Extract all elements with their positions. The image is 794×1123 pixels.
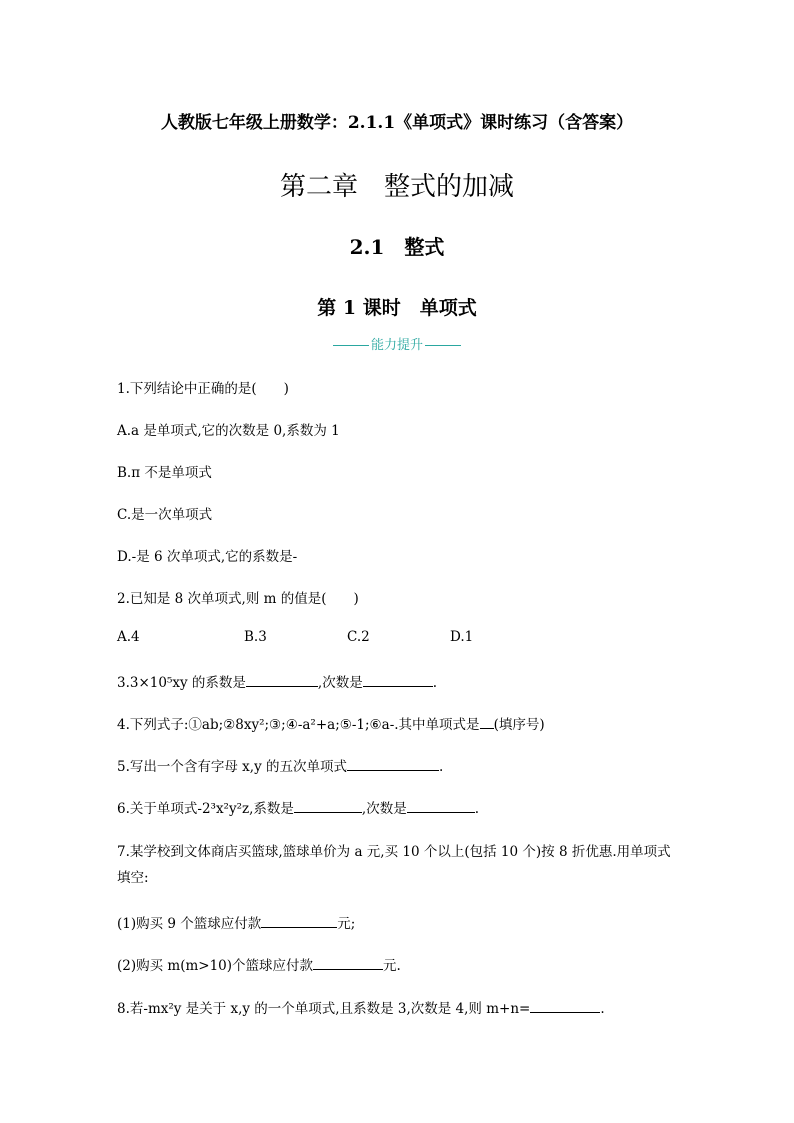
- answer-blank: [480, 715, 494, 729]
- banner-right-rule: [425, 345, 461, 346]
- question-3-text: 3.3×10⁵xy 的系数是: [117, 675, 246, 691]
- question-5-end: .: [439, 759, 444, 775]
- answer-blank: [407, 799, 475, 813]
- question-6: [117, 797, 479, 817]
- question-2-option-c: C.2: [347, 629, 370, 645]
- banner-label: 能力提升: [370, 338, 423, 353]
- question-1-option-d: D.-是 6 次单项式,它的系数是-: [117, 549, 298, 565]
- question-1-option-c: C.是一次单项式: [117, 507, 213, 523]
- question-5-text: 5.写出一个含有字母 x,y 的五次单项式: [117, 759, 347, 775]
- question-1-stem: 1.下列结论中正确的是( ): [117, 381, 289, 397]
- question-4: [117, 713, 545, 733]
- question-3-end: .: [432, 675, 437, 691]
- question-7-sub-2: [117, 954, 401, 974]
- section-heading: 2.1 整式: [349, 235, 445, 259]
- answer-blank: [246, 673, 318, 687]
- answer-blank: [313, 956, 383, 970]
- question-6-mid: ,次数是: [361, 801, 407, 817]
- question-1-option-b: B.π 不是单项式: [117, 465, 212, 481]
- question-1-option-a: A.a 是单项式,它的次数是 0,系数为 1: [117, 423, 340, 439]
- question-7-sub-1: [117, 912, 355, 932]
- answer-blank: [347, 757, 439, 771]
- ability-banner: [0, 334, 794, 353]
- question-4-end: (填序号): [493, 717, 545, 733]
- lesson-heading: 第 1 课时 单项式: [317, 297, 477, 319]
- question-7-sub-1-end: 元;: [337, 916, 356, 932]
- question-7-sub-2-end: 元.: [383, 958, 401, 974]
- question-6-end: .: [474, 801, 480, 817]
- question-4-text: 4.下列式子:①ab;②8xy²;③;④-a²+a;⑤-1;⑥a-.其中单项式是: [117, 717, 480, 733]
- banner-left-rule: [333, 345, 369, 346]
- answer-blank: [261, 914, 337, 928]
- question-7-line-1: 7.某学校到文体商店买篮球,篮球单价为 a 元,买 10 个以上(包括 10 个)按 8 折优惠.用单项式: [117, 844, 671, 860]
- question-8-end: .: [600, 1001, 605, 1017]
- question-6-text: 6.关于单项式-2³x²y²z,系数是: [117, 801, 294, 817]
- answer-blank: [294, 799, 362, 813]
- question-7-sub-2-text: (2)购买 m(m>10)个篮球应付款: [117, 958, 314, 974]
- answer-blank: [530, 999, 600, 1013]
- question-8: [117, 997, 605, 1017]
- question-3-mid: ,次数是: [317, 675, 363, 691]
- question-2-stem: 2.已知是 8 次单项式,则 m 的值是( ): [117, 591, 359, 607]
- question-7-line-2: 填空:: [117, 870, 149, 886]
- question-2-option-a: A.4: [117, 629, 140, 645]
- question-3: [117, 671, 437, 691]
- question-2-option-d: D.1: [450, 629, 474, 645]
- answer-blank: [363, 673, 433, 687]
- question-2-option-b: B.3: [244, 629, 267, 645]
- question-7-sub-1-text: (1)购买 9 个篮球应付款: [117, 916, 262, 932]
- question-8-text: 8.若-mx²y 是关于 x,y 的一个单项式,且系数是 3,次数是 4,则 m+n=: [117, 1001, 531, 1017]
- question-2-options: [117, 629, 717, 647]
- document-title: 人教版七年级上册数学：2.1.1《单项式》课时练习（含答案）: [160, 113, 634, 133]
- question-5: [117, 755, 443, 775]
- chapter-heading: 第二章 整式的加减: [279, 172, 514, 202]
